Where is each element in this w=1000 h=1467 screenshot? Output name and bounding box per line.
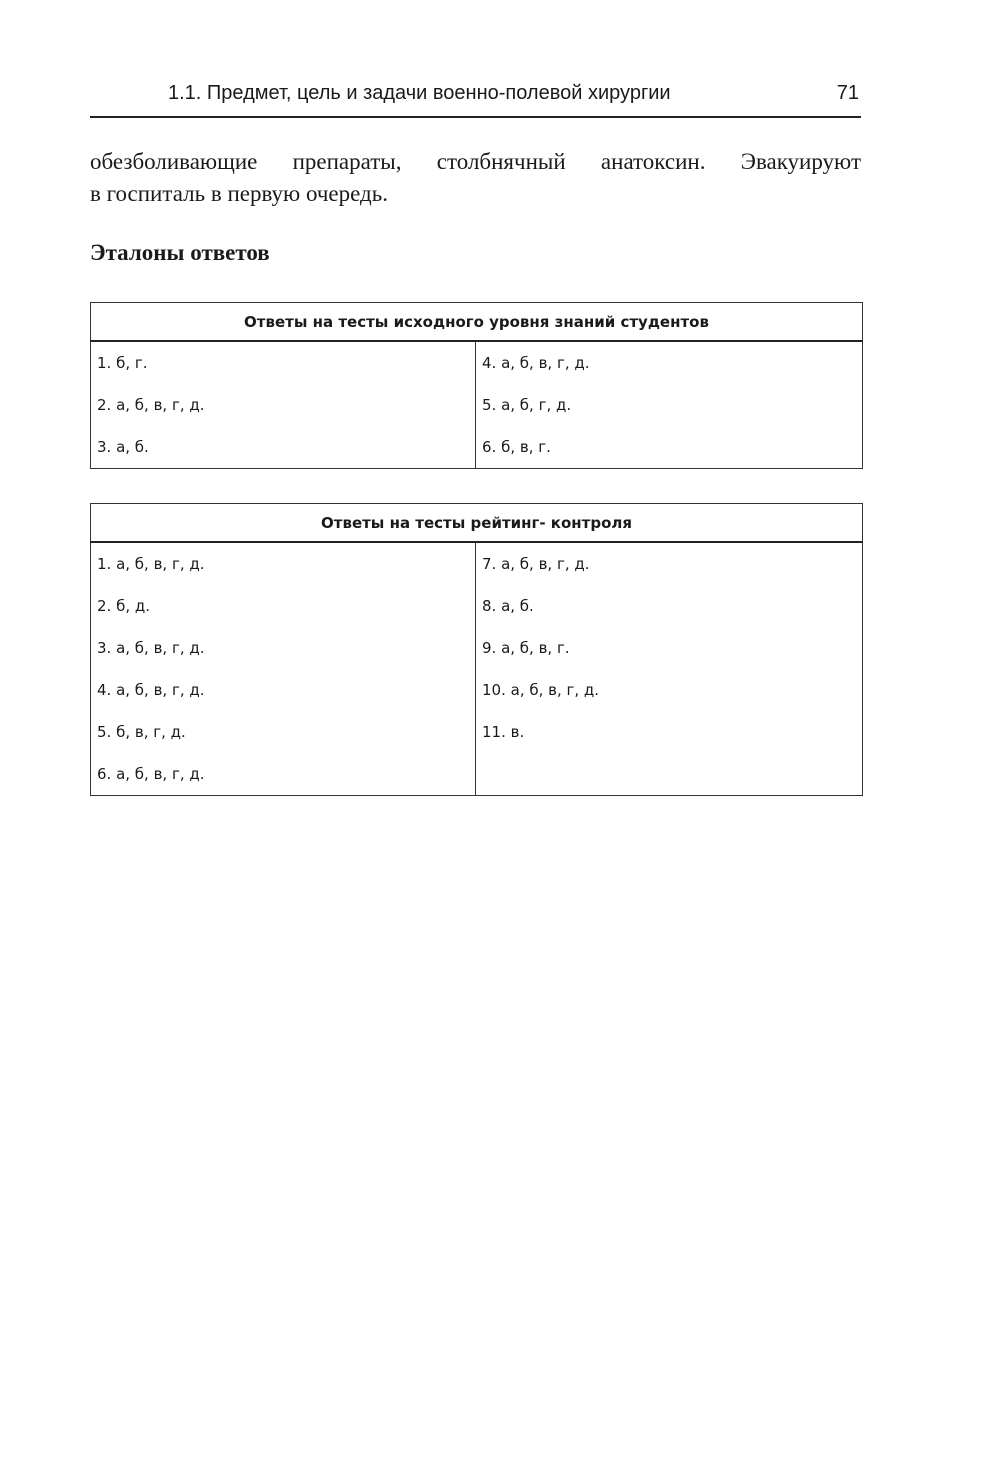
table-row bbox=[91, 426, 863, 469]
table-row bbox=[91, 627, 863, 669]
answer-cell: 8. а, б. bbox=[476, 585, 863, 627]
table-row bbox=[91, 711, 863, 753]
table-header-row bbox=[91, 303, 863, 342]
table-row bbox=[91, 669, 863, 711]
answer-cell: 10. а, б, в, г, д. bbox=[476, 669, 863, 711]
table-row bbox=[91, 585, 863, 627]
body-paragraph bbox=[90, 146, 861, 210]
answer-cell: 4. а, б, в, г, д. bbox=[476, 341, 863, 384]
body-line-2: в госпиталь в первую очередь. bbox=[90, 181, 388, 206]
page-number: 71 bbox=[836, 82, 859, 104]
answer-cell: 2. б, д. bbox=[91, 585, 476, 627]
answer-cell: 2. а, б, в, г, д. bbox=[91, 384, 476, 426]
initial-level-answers-table bbox=[90, 302, 863, 469]
answer-cell: 6. б, в, г. bbox=[476, 426, 863, 469]
rating-control-answers-table bbox=[90, 503, 863, 796]
answer-cell: 6. а, б, в, г, д. bbox=[91, 753, 476, 796]
answer-cell: 3. а, б. bbox=[91, 426, 476, 469]
answer-cell: 1. а, б, в, г, д. bbox=[91, 542, 476, 585]
section-heading: Эталоны ответов bbox=[90, 240, 270, 265]
answer-cell: 9. а, б, в, г. bbox=[476, 627, 863, 669]
answer-cell: 1. б, г. bbox=[91, 341, 476, 384]
table-row bbox=[91, 753, 863, 796]
table-row bbox=[91, 341, 863, 384]
answer-cell: 7. а, б, в, г, д. bbox=[476, 542, 863, 585]
table-title: Ответы на тесты исходного уровня знаний студентов bbox=[91, 303, 863, 342]
table-header-row bbox=[91, 504, 863, 543]
header-title: 1.1. Предмет, цель и задачи военно-полевой хирургии bbox=[168, 82, 671, 104]
answer-cell: 11. в. bbox=[476, 711, 863, 753]
answer-cell: 5. а, б, г, д. bbox=[476, 384, 863, 426]
answer-cell: 5. б, в, г, д. bbox=[91, 711, 476, 753]
answer-cell: 3. а, б, в, г, д. bbox=[91, 627, 476, 669]
table-row bbox=[91, 542, 863, 585]
body-line-1: обезболивающие препараты, столбнячный анатоксин. Эвакуируют bbox=[90, 149, 861, 174]
running-header bbox=[90, 78, 861, 118]
empty-cell bbox=[476, 753, 863, 796]
answer-cell: 4. а, б, в, г, д. bbox=[91, 669, 476, 711]
table-row bbox=[91, 384, 863, 426]
table-title: Ответы на тесты рейтинг- контроля bbox=[91, 504, 863, 543]
